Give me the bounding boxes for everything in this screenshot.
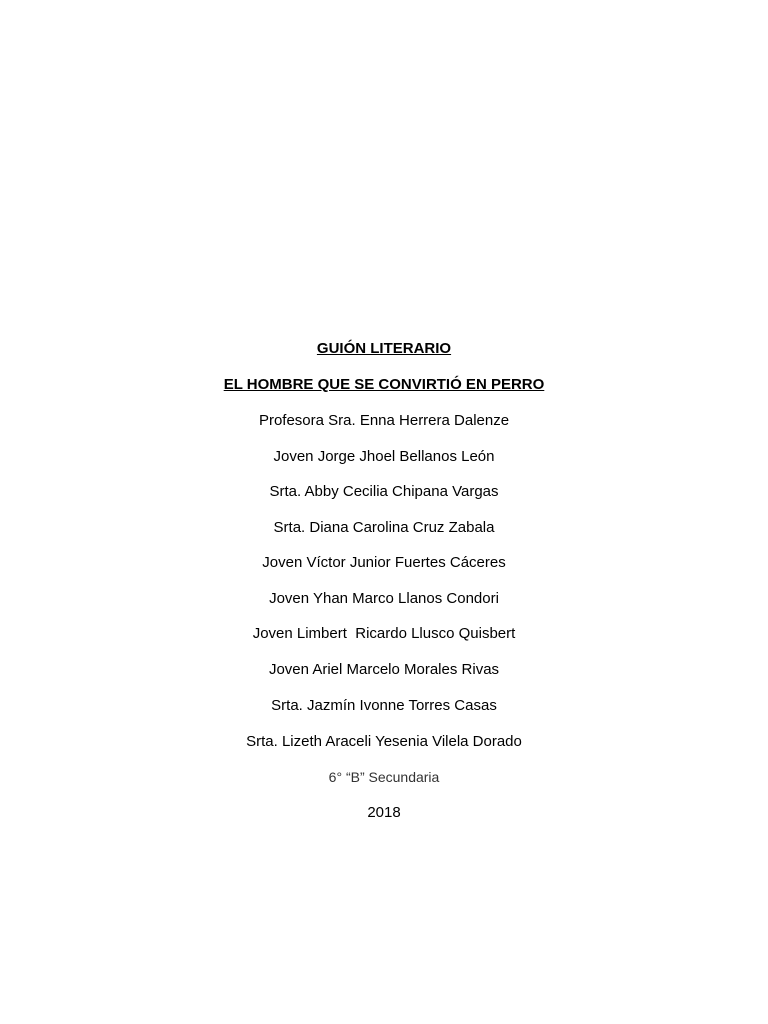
grade-label: 6° “B” Secundaria [328, 769, 440, 785]
student-name: Srta. Diana Carolina Cruz Zabala [273, 519, 495, 536]
document-heading: GUIÓN LITERARIO [316, 340, 452, 357]
document-title: EL HOMBRE QUE SE CONVIRTIÓ EN PERRO [223, 376, 545, 393]
teacher-name: Profesora Sra. Enna Herrera Dalenze [258, 412, 510, 429]
student-name: Joven Yhan Marco Llanos Condori [269, 590, 499, 607]
student-name: Joven Jorge Jhoel Bellanos León [273, 448, 495, 465]
student-name: Joven Ariel Marcelo Morales Rivas [268, 661, 500, 678]
student-name: Joven Víctor Junior Fuertes Cáceres [262, 554, 506, 571]
student-name: Joven Limbert Ricardo Llusco Quisbert [252, 625, 516, 642]
year-label: 2018 [367, 804, 401, 821]
student-name: Srta. Lizeth Araceli Yesenia Vilela Dorado [246, 733, 522, 750]
student-name: Srta. Abby Cecilia Chipana Vargas [269, 483, 499, 500]
student-name: Srta. Jazmín Ivonne Torres Casas [271, 697, 497, 714]
